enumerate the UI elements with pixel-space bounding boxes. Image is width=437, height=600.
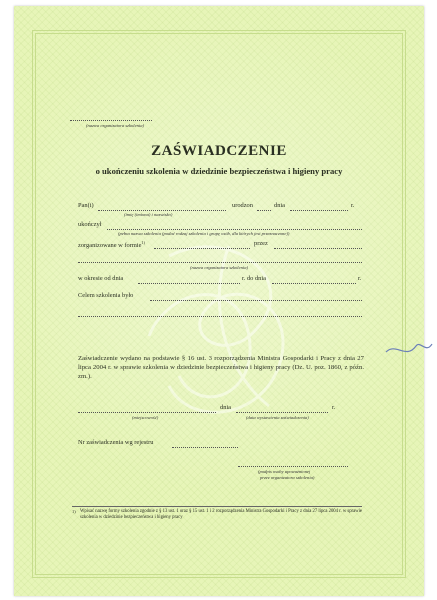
by-label: przez <box>254 240 268 247</box>
training-caption: (pełna nazwa szkolenia (podać rodzaj szkolenia i grupę osób, dla których jest przeznaczone)) <box>118 231 290 236</box>
document-title: ZAŚWIADCZENIE <box>151 143 287 159</box>
by-line[interactable] <box>274 248 362 249</box>
period-to-line[interactable] <box>272 283 356 284</box>
organizer-line <box>70 120 152 121</box>
footnote-divider <box>72 506 362 507</box>
goal-label: Celem szkolenia było <box>78 292 134 299</box>
organizer2-line[interactable] <box>78 262 362 263</box>
date-caption: (data wystawienia zaświadczenia) <box>246 415 309 420</box>
name-line[interactable] <box>98 210 226 211</box>
certificate-sheet <box>14 6 424 596</box>
organized-footnote-marker: 1) <box>141 240 145 245</box>
day-label: dnia <box>274 202 286 209</box>
place-caption: (miejscowość) <box>132 415 159 420</box>
date-dnia-label: dnia <box>220 404 232 411</box>
name-caption: (imię (imiona) i nazwisko) <box>124 212 173 217</box>
date-r-label: r. <box>332 404 336 411</box>
form-line[interactable] <box>154 248 250 249</box>
born-suffix-line[interactable] <box>257 210 271 211</box>
born-label: urodzon <box>232 202 253 209</box>
place-line[interactable] <box>78 412 216 413</box>
goal-line-2[interactable] <box>78 316 362 317</box>
goal-line-1[interactable] <box>150 300 362 301</box>
period-end: r. <box>358 275 362 282</box>
birth-date-line[interactable] <box>290 210 348 211</box>
issue-date-line[interactable] <box>236 412 328 413</box>
completed-label: ukończył <box>78 221 102 228</box>
document-subtitle: o ukończeniu szkolenia w dziedzinie bezpieczeństwa i higieny pracy <box>95 166 343 176</box>
period-from-line[interactable] <box>138 283 240 284</box>
year-suffix: r. <box>351 202 355 209</box>
blue-pen-mark <box>384 334 434 364</box>
signature-line[interactable] <box>238 466 348 467</box>
organizer-caption: (nazwa organizatora szkolenia) <box>86 123 145 128</box>
signature-caption-2: przez organizatora szkolenia) <box>260 475 315 480</box>
organizer2-caption: (nazwa organizatora szkolenia) <box>190 265 249 270</box>
legal-statement: Zaświadczenie wydano na podstawie § 16 ust. 3 rozporządzenia Ministra Gospodarki i Pracy z dnia 27 lipca 2004 r. w sprawie szkolenia w dziedzinie bezpieczeństwa i higieny pracy (Dz. U. poz. 1860, z późn. zm.). <box>78 355 364 380</box>
pan-label: Pan(i) <box>78 202 94 209</box>
period-to-label: r. do dnia <box>242 275 266 282</box>
register-label: Nr zaświadczenia wg rejestru <box>78 439 154 446</box>
period-from-label: w okresie od dnia <box>78 275 124 282</box>
signature-caption-1: (podpis osoby upoważnionej <box>258 469 311 474</box>
organized-label: zorganizowane w formie$^{1)}$ <box>78 240 145 250</box>
training-line[interactable] <box>107 229 362 230</box>
footnote-marker: 1) <box>72 509 76 514</box>
footnote-text: Wpisać nazwę formy szkolenia zgodnie z § 13 ust. 1 oraz § 15 ust. 1 i 2 rozporządzenia Ministra Gospodarki i Pracy z dnia 27 lipca 2004 r. w sprawie szkolenia w dziedzinie bezpieczeństwa i higieny pracy <box>80 509 362 520</box>
register-line[interactable] <box>172 447 238 448</box>
